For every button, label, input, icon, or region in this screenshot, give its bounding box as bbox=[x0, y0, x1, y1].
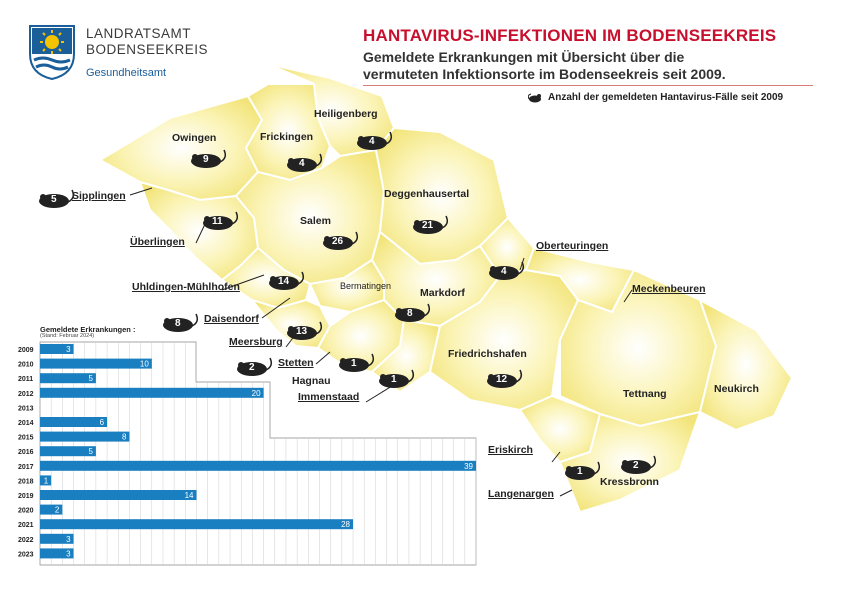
chart-panel bbox=[40, 342, 476, 565]
bar bbox=[40, 461, 476, 471]
legend-text: Anzahl der gemeldeten Hantavirus-Fälle seit 2009 bbox=[548, 92, 784, 103]
place-label-deggenhausertal: Deggenhausertal bbox=[384, 188, 470, 200]
year-label: 2019 bbox=[18, 493, 34, 500]
case-count: 9 bbox=[203, 154, 209, 165]
year-label: 2016 bbox=[18, 449, 34, 457]
place-label-kressbronn: Kressbronn bbox=[600, 476, 659, 488]
place-label-friedrichshafen: Friedrichshafen bbox=[448, 348, 527, 360]
case-count: 21 bbox=[422, 220, 434, 231]
bar-value-label: 3 bbox=[66, 549, 71, 559]
bar-value-label: 28 bbox=[341, 520, 351, 530]
year-label: 2010 bbox=[18, 361, 34, 369]
case-count: 1 bbox=[351, 358, 357, 369]
place-label-salem: Salem bbox=[300, 215, 331, 227]
org-name-line2: BODENSEEKREIS bbox=[86, 42, 209, 57]
case-count: 4 bbox=[299, 158, 305, 169]
place-label-eriskirch: Eriskirch bbox=[488, 444, 533, 456]
page-subtitle-line1: Gemeldete Erkrankungen mit Übersicht über die bbox=[363, 49, 685, 65]
case-count: 1 bbox=[391, 374, 397, 385]
year-label: 2009 bbox=[18, 347, 34, 354]
place-label-langenargen: Langenargen bbox=[488, 488, 554, 500]
case-count: 5 bbox=[51, 194, 57, 205]
case-count: 4 bbox=[501, 266, 507, 277]
year-label: 2013 bbox=[18, 405, 34, 413]
place-label-uhldingen: Uhldingen-Mühlhofen bbox=[132, 281, 240, 293]
place-label-bermatingen: Bermatingen bbox=[340, 281, 392, 291]
bar-value-label: 2 bbox=[54, 505, 60, 515]
year-label: 2018 bbox=[18, 478, 34, 486]
bar-value-label: 14 bbox=[184, 491, 194, 500]
bar-value-label: 3 bbox=[66, 345, 71, 354]
case-count: 26 bbox=[332, 236, 344, 247]
place-label-meersburg: Meersburg bbox=[229, 336, 283, 348]
place-label-owingen: Owingen bbox=[172, 132, 217, 144]
bar-value-label: 8 bbox=[121, 432, 127, 442]
chart-note: (Stand: Februar 2024) bbox=[40, 333, 95, 339]
place-label-hagnau: Hagnau bbox=[292, 375, 331, 387]
case-count: 4 bbox=[369, 136, 375, 147]
case-count: 1 bbox=[577, 466, 583, 477]
place-label-frickingen: Frickingen bbox=[260, 131, 314, 143]
bar bbox=[40, 359, 152, 369]
case-count: 14 bbox=[278, 276, 290, 287]
bar bbox=[40, 388, 264, 398]
bar bbox=[40, 432, 129, 442]
bar-value-label: 6 bbox=[99, 418, 105, 427]
bar-value-label: 1 bbox=[43, 476, 49, 486]
case-count: 8 bbox=[175, 318, 181, 329]
bar bbox=[40, 417, 107, 427]
place-label-neukirch: Neukirch bbox=[714, 383, 759, 395]
bar-value-label: 3 bbox=[66, 534, 71, 544]
case-count: 11 bbox=[212, 216, 223, 227]
year-label: 2023 bbox=[18, 551, 34, 559]
place-label-daisendorf: Daisendorf bbox=[204, 313, 259, 325]
page-title: HANTAVIRUS-INFEKTIONEN IM BODENSEEKREIS bbox=[363, 26, 777, 45]
place-label-ueberlingen: Überlingen bbox=[130, 236, 185, 248]
bar bbox=[40, 490, 197, 500]
case-count: 2 bbox=[633, 460, 639, 471]
org-name-line1: LANDRATSAMT bbox=[86, 26, 192, 41]
place-label-oberteuringen: Oberteuringen bbox=[536, 240, 609, 252]
year-label: 2011 bbox=[18, 376, 34, 384]
year-label: 2021 bbox=[18, 522, 34, 530]
bar-value-label: 5 bbox=[88, 447, 93, 457]
case-count: 13 bbox=[296, 326, 308, 337]
page-subtitle-line2: vermuteten Infektionsorte im Bodenseekreis seit 2009. bbox=[363, 66, 726, 82]
year-label: 2017 bbox=[18, 463, 34, 471]
bar-value-label: 39 bbox=[464, 461, 473, 471]
org-department: Gesundheitsamt bbox=[86, 67, 167, 79]
place-label-sipplingen: Sipplingen bbox=[72, 190, 126, 202]
place-label-immenstaad: Immenstaad bbox=[298, 391, 360, 403]
place-label-markdorf: Markdorf bbox=[420, 287, 465, 299]
place-label-heiligenberg: Heiligenberg bbox=[314, 108, 378, 120]
place-label-tettnang: Tettnang bbox=[623, 388, 667, 400]
year-label: 2022 bbox=[18, 536, 34, 544]
bar-value-label: 20 bbox=[251, 388, 261, 398]
year-label: 2015 bbox=[18, 434, 34, 442]
bar bbox=[40, 519, 353, 529]
year-label: 2014 bbox=[18, 420, 34, 427]
chart-title: Gemeldete Erkrankungen : bbox=[40, 325, 136, 334]
year-label: 2012 bbox=[18, 390, 34, 398]
case-count: 12 bbox=[496, 374, 508, 385]
case-count: 2 bbox=[249, 362, 255, 373]
place-label-meckenbeuren: Meckenbeuren bbox=[632, 283, 706, 295]
bar-value-label: 10 bbox=[139, 359, 149, 369]
bar-value-label: 5 bbox=[88, 374, 93, 384]
case-count: 8 bbox=[407, 308, 413, 319]
year-label: 2020 bbox=[18, 507, 34, 515]
place-label-stetten: Stetten bbox=[278, 357, 314, 369]
